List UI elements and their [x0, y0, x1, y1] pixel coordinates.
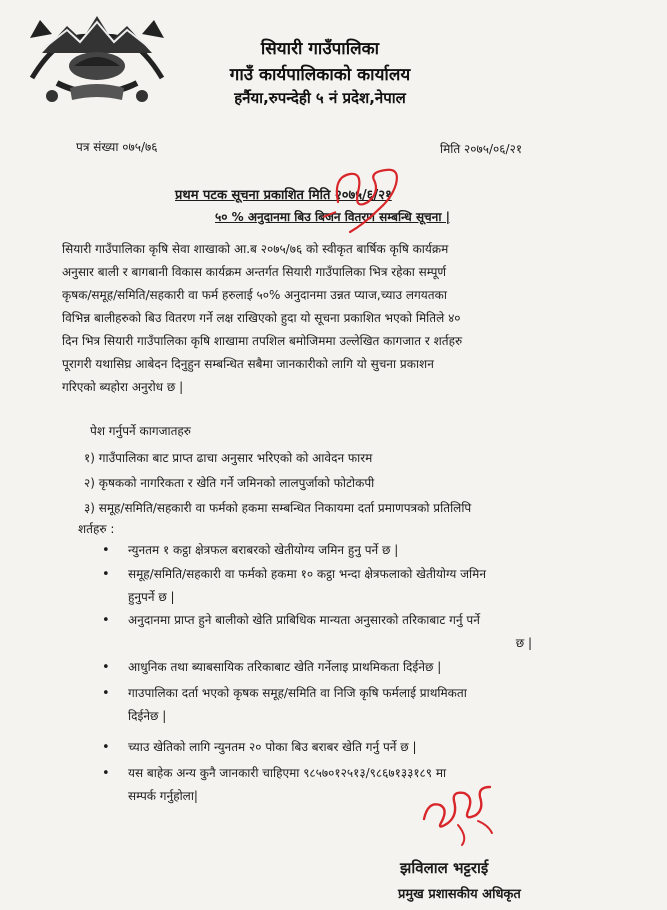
bullet-icon: •: [102, 766, 110, 781]
office-name: सियारी गाउँपालिका: [260, 39, 380, 59]
office-address: हर्नैया,रुपन्देही ५ नं प्रदेश,नेपाल: [234, 89, 406, 107]
term-line: हुनुपर्ने छ |: [128, 590, 175, 604]
notice-subtitle: ५० % अनुदानमा बिउ बिजन वितरण सम्बन्धि सूचना |: [215, 210, 451, 224]
term-line: न्युनतम १ कट्ठा क्षेत्रफल बराबरको खेतीयोग्य जमिन हुनु पर्ने छ |: [128, 543, 399, 557]
term-line: यस बाहेक अन्य कुनै जानकारी चाहिएमा ९८५७०१२५१३/९८६७१३३१८९ मा: [128, 766, 447, 780]
office-department: गाउँ कार्यपालिकाको कार्यालय: [229, 65, 411, 85]
bullet-icon: •: [102, 660, 110, 675]
term-line: दिईनेछ |: [128, 709, 167, 723]
body-line: विभिन्न बालीहरुको बिउ वितरण गर्ने लक्ष राखिएको हुदा यो सूचना प्रकाशित भएको मितिले ४०: [62, 311, 461, 325]
term-item: [102, 736, 552, 759]
notice-body: [62, 238, 582, 399]
term-line: च्याउ खेतिको लागि न्युनतम २० पोका बिउ बराबर खेति गर्नु पर्ने छ |: [128, 740, 417, 754]
signatory-name: झविलाल भट्टराई: [400, 859, 489, 877]
body-line: अनुसार बाली र बागबानी विकास कार्यक्रम अन्तर्गत सियारी गाउँपालिका भित्र रहेका सम्पूर्ण: [62, 265, 447, 279]
term-line: सम्पर्क गर्नुहोला|: [128, 789, 198, 803]
nepal-government-emblem-icon: [22, 8, 172, 110]
term-item: [102, 656, 552, 679]
term-line: छ |: [515, 636, 532, 650]
document-item: ३) समूह/समिति/सहकारी वा फर्मको हकमा सम्बन्धित निकायमा दर्ता प्रमाणपत्रको प्रतिलिपि: [84, 501, 472, 515]
terms-heading: शर्तहरु :: [78, 522, 115, 536]
term-item: [102, 682, 552, 728]
handwritten-signature: [418, 775, 500, 847]
bullet-icon: •: [102, 740, 110, 755]
term-line: समूह/समिति/सहकारी वा फर्मको हकमा १० कट्ठा भन्दा क्षेत्रफलाको खेतीयोग्य जमिन: [128, 567, 487, 581]
body-line: पूरागरी यथासिघ्र आबेदन दिनुहुन सम्बन्धित सबैमा जानकारीको लागि यो सुचना प्रकाशन: [62, 357, 434, 371]
bullet-icon: •: [102, 613, 110, 628]
term-line: अनुदानमा प्राप्त हुने बालीको खेति प्राबिधिक मान्यता अनुसारको तरिकाबाट गर्नु पर्ने: [128, 613, 480, 627]
term-line: गाउपालिका दर्ता भएको कृषक समूह/समिति वा निजि कृषि फर्मलाई प्राथमिकता: [128, 686, 467, 700]
notice-title: प्रथम पटक सूचना प्रकाशित मिति २०७५/६/२१: [175, 188, 392, 203]
document-item: १) गाउँपालिका बाट प्राप्त ढाचा अनुसार भरिएको को आवेदन फारम: [84, 451, 373, 465]
term-item: [102, 563, 552, 609]
letter-date: मिति २०७५/०६/२१: [440, 142, 523, 156]
bullet-icon: •: [102, 543, 110, 558]
signatory-title: प्रमुख प्रशासकीय अधिकृत: [398, 887, 521, 902]
term-item: [102, 609, 552, 655]
letter-number: पत्र संख्या ०७५/७६: [76, 140, 158, 154]
red-initial-mark: [308, 162, 408, 237]
body-line: कृषक/समूह/समिति/सहकारी वा फर्म हरुलाई ५०% अनुदानमा उन्नत प्याज,च्याउ लगयतका: [62, 288, 447, 302]
bullet-icon: •: [102, 686, 110, 701]
term-line: आधुनिक तथा ब्याबसायिक तरिकाबाट खेति गर्नेलाइ प्राथमिकता दिईनेछ |: [128, 660, 442, 674]
bullet-icon: •: [102, 567, 110, 582]
term-item: [102, 539, 552, 562]
document-item: २) कृषकको नागरिकता र खेति गर्ने जमिनको लालपुर्जाको फोटोकपी: [84, 476, 375, 490]
documents-heading: पेश गर्नुपर्ने कागजातहरु: [90, 424, 191, 438]
body-line: दिन भित्र सियारी गाउँपालिका कृषि शाखामा तपशिल बमोजिममा उल्लेखित कागजात र शर्तहरु: [62, 334, 463, 348]
body-line: सियारी गाउँपालिका कृषि सेवा शाखाको आ.ब २०७५/७६ को स्वीकृत बार्षिक कृषि कार्यक्रम: [62, 242, 449, 256]
body-line: गरिएको ब्यहोरा अनुरोध छ |: [62, 380, 184, 394]
